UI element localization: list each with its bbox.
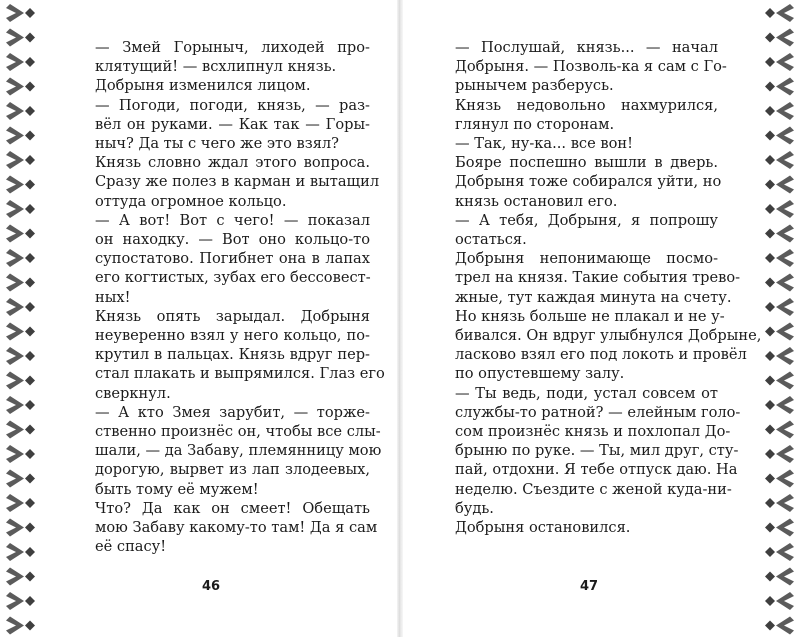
- text-line: пай, отдохни. Я тебе отпуск даю. На: [455, 461, 738, 479]
- chevron-icon: [765, 470, 794, 488]
- chevron-icon: [6, 29, 35, 47]
- chevron-icon: [6, 396, 35, 414]
- paragraph: [455, 384, 741, 518]
- chevron-icon: [6, 543, 35, 561]
- paragraph: [455, 249, 762, 383]
- chevron-icon: [765, 127, 794, 145]
- chevron-icon: [6, 151, 35, 169]
- text-line: трел на князя. Такие события трево-: [455, 269, 741, 287]
- paragraph: [455, 38, 727, 96]
- chevron-icon: [6, 298, 35, 316]
- book-gutter: [397, 0, 403, 637]
- text-line: — Змей Горыныч, лиходей про-: [95, 39, 370, 56]
- text-line: бивался. Он вдруг улыбнулся Добрыне,: [455, 327, 762, 345]
- text-line: шали, — да Забаву, племянницу мою: [95, 442, 382, 460]
- chevron-icon: [765, 323, 794, 341]
- chevron-icon: [6, 568, 35, 586]
- chevron-icon: [6, 53, 35, 71]
- chevron-icon: [765, 78, 794, 96]
- chevron-icon: [765, 396, 794, 414]
- chevron-icon: [765, 494, 794, 512]
- text-line: Что? Да как он смеет! Обещать: [95, 499, 370, 517]
- chevron-icon: [765, 200, 794, 218]
- text-line: будь.: [455, 499, 494, 517]
- chevron-icon: [765, 568, 794, 586]
- text-line: Князь опять зарыдал. Добрыня: [95, 307, 370, 325]
- chevron-icon: [6, 470, 35, 488]
- chevron-icon: [6, 347, 35, 365]
- chevron-icon: [765, 249, 794, 267]
- chevron-icon: [765, 4, 794, 22]
- text-line: её спасу!: [95, 538, 167, 556]
- text-line: — А тебя, Добрыня, я попрошу: [455, 211, 718, 229]
- text-line: дорогую, вырвет из лап злодеевых,: [95, 461, 370, 479]
- chevron-icon: [6, 78, 35, 96]
- paragraph: [95, 153, 380, 211]
- paragraph: [95, 403, 382, 499]
- chevron-icon: [765, 274, 794, 292]
- text-line: службы-то ратной? — елейным голо-: [455, 403, 741, 421]
- chevron-icon: [6, 274, 35, 292]
- text-line: Добрыня непонимающе посмо-: [455, 250, 718, 268]
- chevron-icon: [765, 151, 794, 169]
- chevron-icon: [6, 592, 35, 610]
- chevron-icon: [6, 127, 35, 145]
- left-page-text: [95, 38, 385, 556]
- text-line: — Погоди, погоди, князь, — раз-: [95, 96, 370, 114]
- text-line: — Ты ведь, поди, устал совсем от: [455, 384, 718, 402]
- text-line: Добрыня тоже собирался уйти, но: [455, 173, 722, 191]
- text-line: — Послушай, князь... — начал: [455, 39, 718, 56]
- paragraph: [455, 518, 718, 537]
- paragraph: [95, 38, 370, 76]
- text-line: рынычем разберусь.: [455, 77, 614, 95]
- chevron-icon: [765, 29, 794, 47]
- chevron-icon: [765, 592, 794, 610]
- chevron-icon: [765, 543, 794, 561]
- text-line: по опустевшему залу.: [455, 365, 625, 383]
- text-line: Но князь больше не плакал и не у-: [455, 307, 725, 325]
- right-page-text: [455, 38, 762, 537]
- chevron-icon: [765, 347, 794, 365]
- text-line: супостатово. Погибнет она в лапах: [95, 250, 370, 268]
- chevron-icon: [765, 372, 794, 390]
- paragraph: [95, 307, 385, 403]
- chevron-icon: [765, 445, 794, 463]
- paragraph: [95, 211, 370, 307]
- chevron-icon: [6, 421, 35, 439]
- chevron-icon: [765, 225, 794, 243]
- left-page-number: 46: [202, 579, 221, 594]
- text-line: Сразу же полез в карман и вытащил: [95, 173, 380, 191]
- text-line: — А вот! Вот с чего! — показал: [95, 211, 370, 229]
- text-line: неделю. Съездите с женой куда-ни-: [455, 480, 732, 498]
- paragraph: [455, 134, 718, 153]
- paragraph: [455, 211, 718, 249]
- text-line: оттуда огромное кольцо.: [95, 192, 287, 210]
- chevron-icon: [6, 200, 35, 218]
- text-line: сверкнул.: [95, 384, 171, 402]
- text-line: ственно произнёс он, чтобы все слы-: [95, 423, 381, 441]
- chevron-icon: [6, 323, 35, 341]
- chevron-icon: [6, 225, 35, 243]
- text-line: — А кто Змея зарубит, — торже-: [95, 403, 370, 421]
- text-line: сом произнёс князь и похлопал До-: [455, 423, 731, 441]
- text-line: неуверенно взял у него кольцо, по-: [95, 327, 370, 345]
- text-line: его когтистых, зубах его бессовест-: [95, 269, 371, 287]
- right-page-number: 47: [580, 579, 599, 594]
- text-line: глянул по сторонам.: [455, 115, 615, 133]
- chevron-icon: [6, 249, 35, 267]
- text-line: Добрыня. — Позволь-ка я сам с Го-: [455, 58, 727, 76]
- chevron-icon: [765, 298, 794, 316]
- text-line: Князь недовольно нахмурился,: [455, 96, 718, 114]
- text-line: крутил в пальцах. Князь вдруг пер-: [95, 346, 370, 364]
- text-line: Добрыня остановился.: [455, 519, 631, 537]
- chevron-icon: [765, 617, 794, 635]
- chevron-icon: [6, 176, 35, 194]
- paragraph: [95, 96, 370, 154]
- text-line: стал плакать и выпрямился. Глаз его: [95, 365, 385, 383]
- text-line: ных!: [95, 288, 131, 306]
- text-line: Бояре поспешно вышли в дверь.: [455, 154, 718, 172]
- right-chevron-border-icon: [760, 0, 800, 637]
- text-line: князь остановил его.: [455, 192, 618, 210]
- text-line: быть тому её мужем!: [95, 480, 259, 498]
- paragraph: [455, 96, 718, 134]
- chevron-icon: [6, 445, 35, 463]
- text-line: Добрыня изменился лицом.: [95, 77, 311, 95]
- chevron-icon: [765, 519, 794, 537]
- chevron-icon: [6, 617, 35, 635]
- text-line: ныч? Да ты с чего же это взял?: [95, 135, 340, 153]
- text-line: он находку. — Вот оно кольцо-то: [95, 231, 370, 249]
- chevron-icon: [6, 519, 35, 537]
- text-line: Князь словно ждал этого вопроса.: [95, 154, 370, 172]
- paragraph: [455, 153, 722, 211]
- chevron-icon: [6, 102, 35, 120]
- chevron-icon: [765, 421, 794, 439]
- text-line: ласково взял его под локоть и провёл: [455, 346, 747, 364]
- chevron-icon: [765, 176, 794, 194]
- text-line: мою Забаву какому-то там! Да я сам: [95, 519, 378, 537]
- chevron-icon: [765, 53, 794, 71]
- chevron-icon: [6, 494, 35, 512]
- text-line: вёл он руками. — Как так — Горы-: [95, 115, 370, 133]
- paragraph: [95, 76, 370, 95]
- left-chevron-border-icon: [0, 0, 40, 637]
- text-line: жные, тут каждая минута на счету.: [455, 288, 732, 306]
- text-line: — Так, ну-ка... все вон!: [455, 135, 633, 153]
- paragraph: [95, 499, 378, 557]
- text-line: брыню по руке. — Ты, мил друг, сту-: [455, 442, 739, 460]
- text-line: остаться.: [455, 231, 527, 249]
- chevron-icon: [6, 4, 35, 22]
- chevron-icon: [765, 102, 794, 120]
- chevron-icon: [6, 372, 35, 390]
- text-line: клятущий! — всхлипнул князь.: [95, 58, 337, 76]
